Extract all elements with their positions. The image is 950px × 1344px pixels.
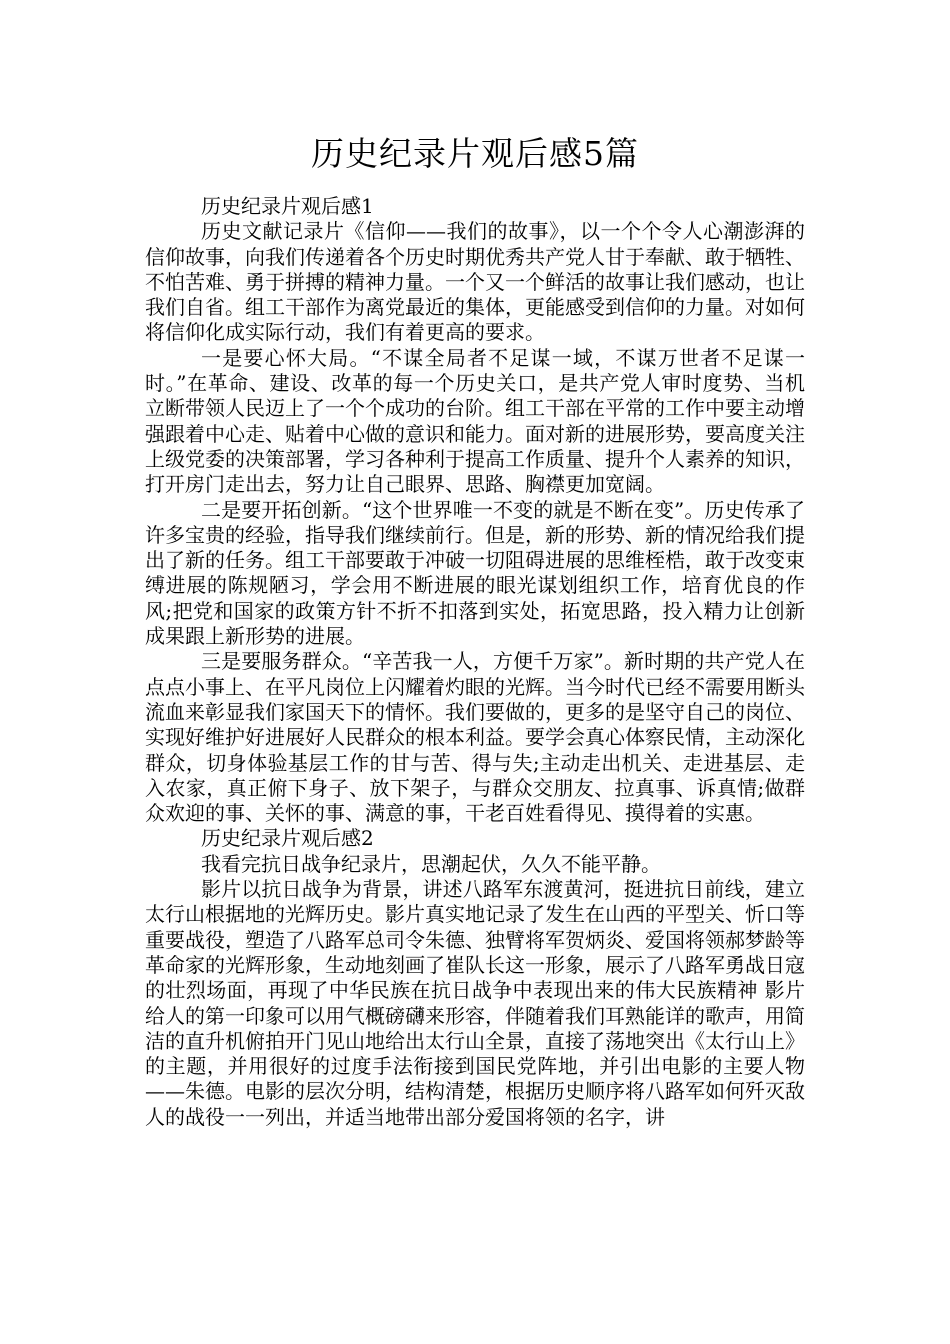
section-heading: 历史纪录片观后感2 — [201, 826, 374, 851]
document-page — [145, 0, 805, 1130]
paragraph: 三是要服务群众。“辛苦我一人，方便千万家”。新时期的共产党人在点点小事上、在平凡岗位上闪耀着灼眼的光辉。当今时代已经不需要用断头流血来彰显我们家国天下的情怀。我们要做的，更多的是坚守自己的岗位、实现好维护好进展好人民群众的根本利益。要学会真心体察民情，主动深化群众，切身体验基层工作的甘与苦、得与失;主动走出机关、走进基层、走入农家，真正俯下身子、放下架子，与群众交朋友、拉真事、诉真情;做群众欢迎的事、关怀的事、满意的事，干老百姓看得见、摸得着的实惠。 — [145, 649, 805, 826]
paragraph: 一是要心怀大局。“不谋全局者不足谋一域，不谋万世者不足谋一时。”在革命、建设、改革的每一个历史关口，是共产党人审时度势、当机立断带领人民迈上了一个个成功的台阶。组工干部在平常的工作中要主动增强跟着中心走、贴着中心做的意识和能力。面对新的进展形势，要高度关注上级党委的决策部署，学习各种利于提高工作质量、提升个人素养的知识，打开房门走出去，努力让自己眼界、思路、胸襟更加宽阔。 — [145, 345, 805, 497]
essay-section-2 — [145, 826, 805, 1130]
paragraph: 影片以抗日战争为背景，讲述八路军东渡黄河，挺进抗日前线，建立太行山根据地的光辉历史。影片真实地记录了发生在山西的平型关、忻口等重要战役，塑造了八路军总司令朱德、独臂将军贺炳炎、爱国将领郝梦龄等革命家的光辉形象，生动地刻画了崔队长这一形象，展示了八路军勇战日寇的壮烈场面，再现了中华民族在抗日战争中表现出来的伟大民族精神 影片给人的第一印象可以用气概磅礴来形容，伴随着我们耳熟能详的歌声，用简洁的直升机俯拍开门见山地给出太行山全景，直接了荡地突出《太行山上》的主题，并用很好的过度手法衔接到国民党阵地，并引出电影的主要人物——朱德。电影的层次分明，结构清楚，根据历史顺序将八路军如何歼灭敌人的战役一一列出，并适当地带出部分爱国将领的名字，讲 — [145, 877, 805, 1129]
essay-section-1 — [145, 194, 805, 826]
document-body — [145, 194, 805, 1130]
document-title: 历史纪录片观后感5篇 — [311, 134, 639, 173]
paragraph: 历史文献记录片《信仰——我们的故事》，以一个个令人心潮澎湃的信仰故事，向我们传递着各个历史时期优秀共产党人甘于奉献、敢于牺牲、不怕苦难、勇于拼搏的精神力量。一个又一个鲜活的故事让我们感动，也让我们自省。组工干部作为离党最近的集体，更能感受到信仰的力量。对如何将信仰化成实际行动，我们有着更高的要求。 — [145, 219, 805, 345]
paragraph: 我看完抗日战争纪录片，思潮起伏，久久不能平静。 — [201, 851, 661, 876]
paragraph: 二是要开拓创新。“这个世界唯一不变的就是不断在变”。历史传承了许多宝贵的经验，指导我们继续前行。但是，新的形势、新的情况给我们提出了新的任务。组工干部要敢于冲破一切阻碍进展的思维桎梏，敢于改变束缚进展的陈规陋习，学会用不断进展的眼光谋划组织工作，培育优良的作风;把党和国家的政策方针不折不扣落到实处，拓宽思路，投入精力让创新成果跟上新形势的进展。 — [145, 497, 805, 649]
section-heading: 历史纪录片观后感1 — [201, 194, 374, 218]
